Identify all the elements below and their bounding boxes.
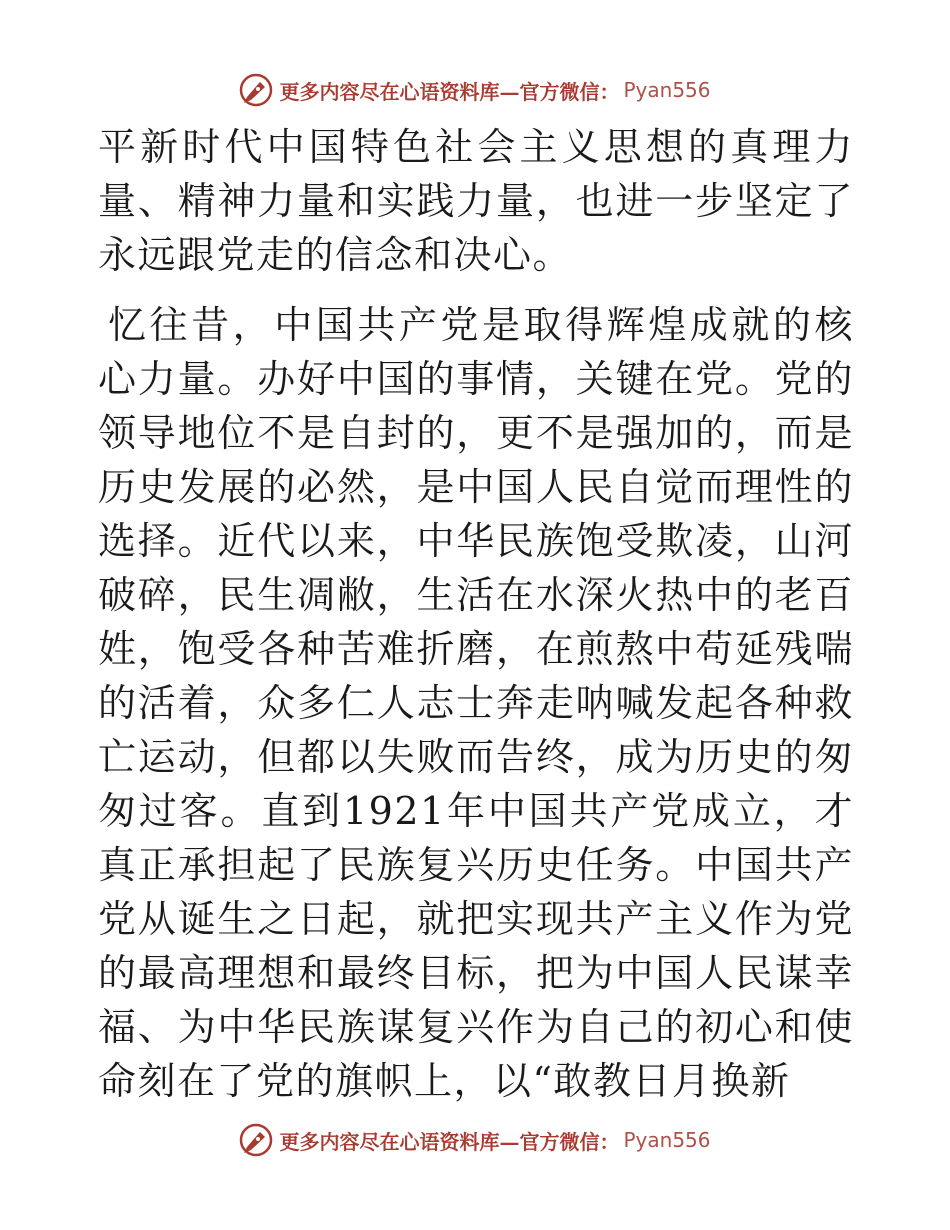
paragraph-2: 忆往昔，中国共产党是取得辉煌成就的核心力量。办好中国的事情，关键在党。党的领导地位不是自封的，更不是强加的，而是历史发展的必然，是中国人民自觉而理性的选择。近代以来，中华民族饱受欺凌，山河破碎，民生凋敝，生活在水深火热中的老百姓，饱受各种苦难折磨，在煎熬中苟延残喘的活着，众多仁人志士奔走呐喊发起各种救亡运动，但都以失败而告终，成为历史的匆匆过客。直到1921年中国共产党成立，才真正承担起了民族复兴历史任务。中国共产党从诞生之日起，就把实现共产主义作为党的最高理想和最终目标，把为中国人民谋幸福、为中华民族谋复兴作为自己的初心和使命刻在了党的旗帜上，以“敢教日月换新 bbox=[98, 303, 854, 1103]
header-contact-id: Pyan556 bbox=[623, 78, 711, 102]
header-banner-text: 更多内容尽在心语资料库—官方微信： bbox=[279, 79, 620, 104]
paragraph-1: 平新时代中国特色社会主义思想的真理力量、精神力量和实践力量，也进一步坚定了永远跟党走的信念和决心。 bbox=[98, 125, 854, 277]
document-body bbox=[98, 120, 854, 1108]
footer-banner-text: 更多内容尽在心语资料库—官方微信： bbox=[279, 1129, 620, 1154]
header-banner bbox=[0, 70, 950, 110]
footer-banner bbox=[0, 1120, 950, 1160]
footer-contact-id: Pyan556 bbox=[623, 1128, 711, 1152]
pen-nib-logo-icon bbox=[239, 1123, 273, 1157]
pen-nib-logo-icon bbox=[239, 73, 273, 107]
